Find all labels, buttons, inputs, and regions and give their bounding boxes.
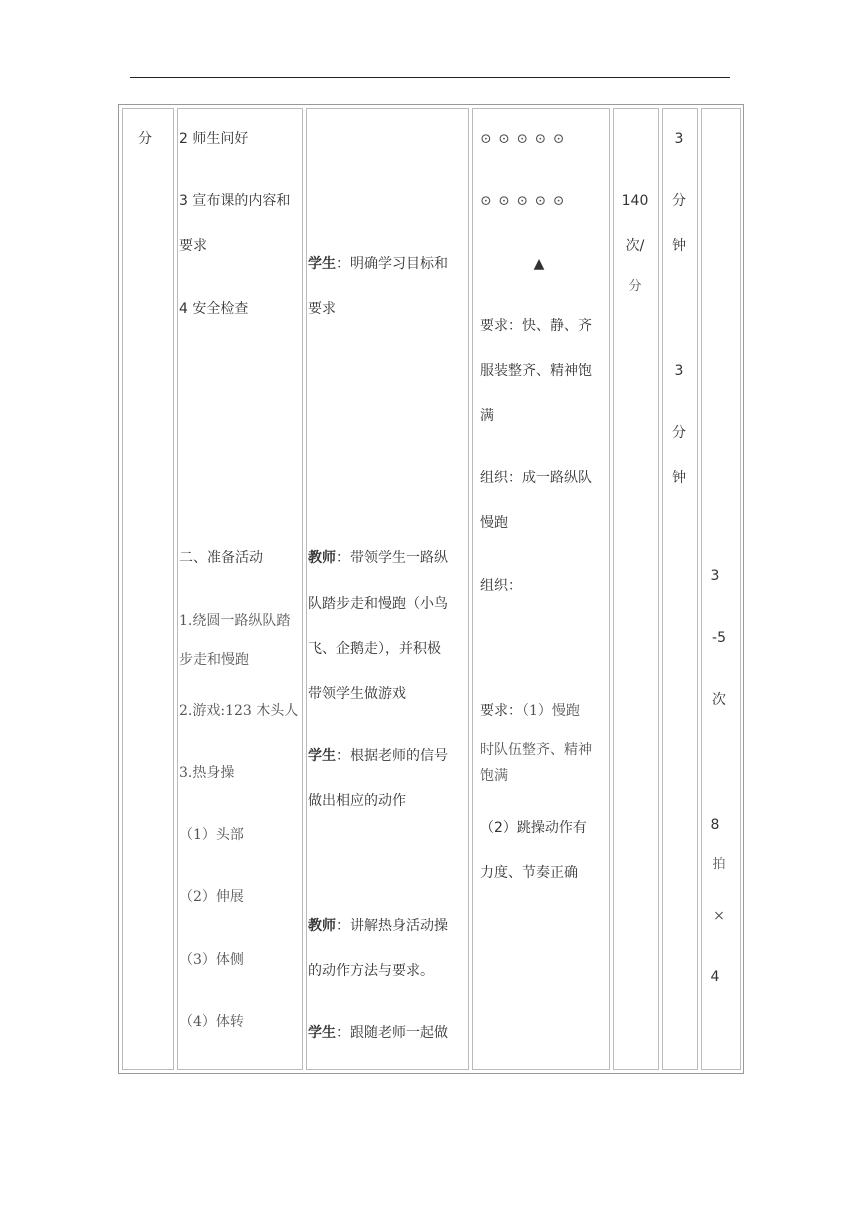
teacher2-label: 教师 [308,918,336,934]
greet-item: 2 师生问好 [179,131,249,147]
time-a-fen: 分 [672,193,686,209]
requirement2-line-1 [480,702,580,720]
beats-4: 4 [710,969,720,985]
warmup-item-2: 2.游戏:123 木头人 [179,703,299,719]
warmup-item-1-line-1: 1.绕圆一路纵队踏 [179,613,291,629]
teacher-lead-line-2: 队踏步走和慢跑（小鸟 [308,596,448,612]
requirement-line-1: 要求：快、静、齐 [480,318,592,334]
warmup-item-3: 3.热身操 [179,765,235,781]
header-rule [130,77,730,78]
teacher-explain-text-1: ：讲解热身活动操 [336,918,448,934]
teacher-lead-text-1: ：带领学生一路纵 [336,550,448,566]
student2-label: 学生 [308,748,336,764]
time-a-number: 3 [674,131,684,147]
requirement2-line-4: （2）跳操动作有 [480,820,587,836]
heart-rate-value: 140 [621,193,649,209]
time-a-zhong: 钟 [672,238,686,254]
student-follow-line-1 [308,1024,448,1042]
announce-line-2: 要求 [179,238,207,254]
table-column-7 [701,108,741,1070]
student-signal-line-1 [308,747,448,765]
requirement-line-3: 满 [480,408,494,424]
formation-row-2: ⊙ ⊙ ⊙ ⊙ ⊙ [480,193,566,209]
teacher-lead-line-1 [308,549,448,567]
requirement2-label: 要求： [480,703,522,719]
warmup-sub-3: （3）体侧 [179,952,244,968]
teacher-explain-line-1 [308,917,448,935]
student-signal-line-2: 做出相应的动作 [308,793,406,809]
col1-fen: 分 [138,131,152,147]
requirement2-line-3: 饱满 [480,768,508,784]
student-goal-line-2: 要求 [308,301,336,317]
beats-pai: 拍 [712,857,726,872]
warmup-title: 二、准备活动 [179,550,263,566]
organization-line-3: 组织： [480,578,522,594]
teacher-lead-line-3: 飞、企鹅走），并积极 [308,641,441,657]
teacher-lead-line-4: 带领学生做游戏 [308,686,406,702]
requirement2-line-5: 力度、节奏正确 [480,865,578,881]
time-b-fen: 分 [672,425,686,441]
student-signal-text-1: ：根据老师的信号 [336,748,448,764]
beats-times-sign: × [713,908,725,924]
student-label: 学生 [308,256,336,272]
student-follow-text-1: ：跟随老师一起做 [336,1025,448,1041]
student3-label: 学生 [308,1025,336,1041]
requirement-line-2: 服装整齐、精神饱 [480,363,592,379]
table-column-1 [122,108,174,1070]
formation-row-1: ⊙ ⊙ ⊙ ⊙ ⊙ [480,131,566,147]
reps-3: 3 [710,568,720,584]
time-b-number: 3 [674,363,684,379]
heart-rate-unit-ci: 次/ [625,238,645,254]
heart-rate-unit-fen: 分 [628,279,642,294]
safety-item: 4 安全检查 [179,301,249,317]
warmup-sub-2: （2）伸展 [179,889,244,905]
requirement2-text-1: （1）慢跑 [522,703,580,719]
organization-line-2: 慢跑 [480,515,508,531]
warmup-sub-1: （1）头部 [179,827,244,843]
warmup-item-1-line-2: 步走和慢跑 [179,652,249,668]
student-goal-line-1 [308,255,448,273]
time-b-zhong: 钟 [672,470,686,486]
beats-8: 8 [710,817,720,833]
teacher-explain-line-2: 的动作方法与要求。 [308,963,434,979]
reps-ci: 次 [712,692,726,708]
organization-line-1: 组织：成一路纵队 [480,470,592,486]
announce-line-1: 3 宣布课的内容和 [179,193,291,209]
reps-minus-5: -5 [712,630,726,646]
student-goal-text-1: ：明确学习目标和 [336,256,448,272]
teacher-triangle-icon: ▲ [533,256,545,272]
requirement2-line-2: 时队伍整齐、精神 [480,742,592,758]
teacher-label: 教师 [308,550,336,566]
warmup-sub-4: （4）体转 [179,1014,244,1030]
